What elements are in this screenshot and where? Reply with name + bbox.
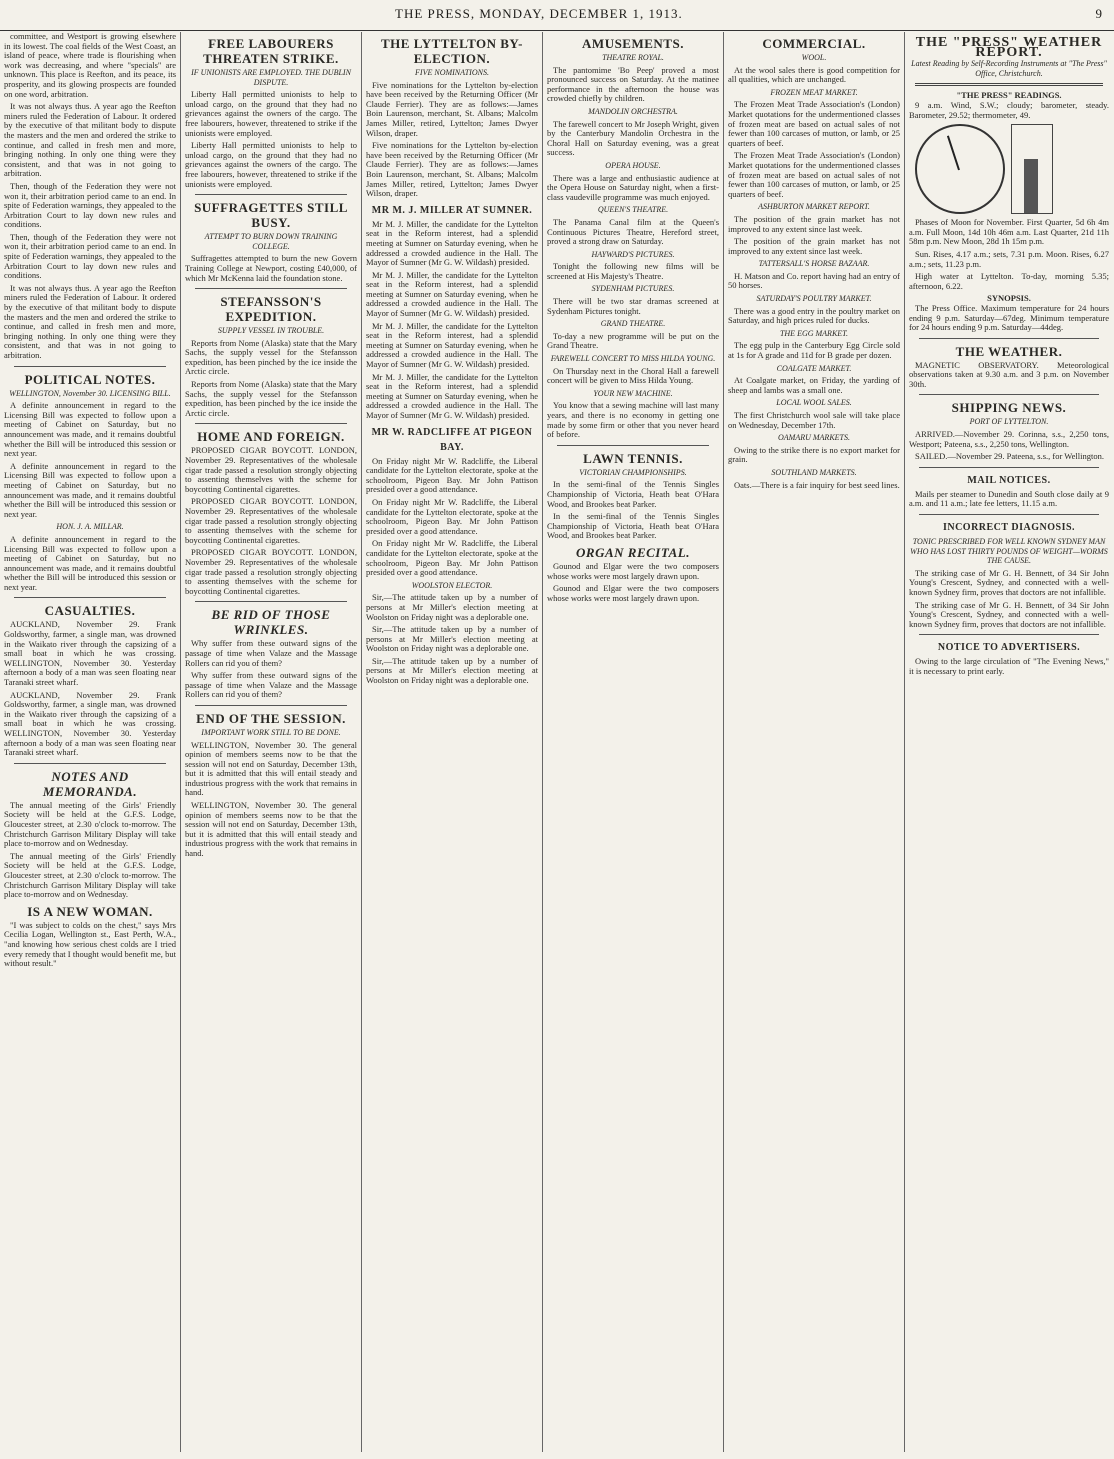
article-text: There will be two star dramas screened at Sydenham Pictures tonight. — [547, 296, 719, 316]
headline: COMMERCIAL. — [762, 36, 866, 51]
article-text: ARRIVED.—November 29. Corinna, s.s., 2,250 tons, Westport; Pateena, s.s., 2,250 tons, Wellington. — [909, 429, 1109, 449]
divider — [919, 514, 1099, 515]
article-text: In the semi-final of the Tennis Singles Championship of Victoria, Heath beat O'Hara Wood, and Brookes beat Parker. — [547, 479, 719, 509]
subheading: TONIC PRESCRIBED FOR WELL KNOWN SYDNEY MAN WHO HAS LOST THIRTY POUNDS OF WEIGHT—WORMS THE CAUSE. — [910, 537, 1108, 566]
headline: IS A NEW WOMAN. — [27, 903, 153, 919]
article-text: On Friday night Mr W. Radcliffe, the Liberal candidate for the Lyttelton electorate, spoke at the schoolroom, Pigeon Bay. Mr John Pattison presided over a good attendance. — [366, 496, 538, 536]
subheading: SUPPLY VESSEL IN TROUBLE. — [217, 326, 325, 336]
divider — [195, 601, 347, 602]
article-text: The pantomime 'Bo Peep' proved a most pronounced success on Saturday. At the matinee performance in the afternoon the house was crowded chiefly by children. — [547, 64, 719, 104]
column-rule — [361, 32, 362, 1452]
column-2 — [185, 32, 357, 1452]
article-text: In the semi-final of the Tennis Singles Championship of Victoria, Heath beat O'Hara Wood, and Brookes beat Parker. — [547, 511, 719, 541]
column-5 — [728, 32, 900, 1452]
article-text: To-day a new programme will be put on the Grand Theatre. — [547, 330, 719, 351]
headline: CASUALTIES. — [44, 603, 136, 619]
divider — [14, 763, 166, 764]
divider — [195, 194, 347, 195]
article-text: The Frozen Meat Trade Association's (London) Market quotations for the undermentioned classes of frozen meat are based on actual sales of not fewer than 100 carcases of mutton, or lamb, or 25 quarters of beef. — [728, 150, 900, 199]
divider — [14, 366, 166, 367]
article-text: Gounod and Elgar were the two composers whose works were most largely drawn upon. — [547, 560, 719, 581]
subheading: ASHBURTON MARKET REPORT. — [758, 202, 870, 212]
article-text: Five nominations for the Lyttelton by-election have been received by the Returning Officer (Mr Claude Ferrier). They are as follows:—James Boin Laurenson, merchant, St. Albans; Malcolm James Miller, retired, Lyttelton; James Dwyer Wilson, draper. — [366, 79, 538, 138]
column-6 — [909, 32, 1109, 1452]
article-text: Sir,—The attitude taken up by a number of persons at Mr Miller's election meeting at Woolston on Friday night was a deplorable one. — [366, 592, 538, 622]
headline: INCORRECT DIAGNOSIS. — [942, 522, 1076, 534]
column-4 — [547, 32, 719, 1452]
article-text: The Press Office. Maximum temperature for 24 hours ending 9 p.m. Saturday—67deg. Minimum temperature for 24 hours ending 9 p.m. Saturday—44deg. — [909, 302, 1109, 333]
subheading: GRAND THEATRE. — [600, 319, 666, 329]
article-text: There was a large and enthusiastic audience at the Opera House on Saturday night, when a first-class vaudeville programme was much enjoyed. — [547, 172, 719, 202]
subheading: Latest Reading by Self-Recording Instruments at "The Press" Office, Christchurch. — [911, 59, 1107, 78]
divider — [195, 423, 347, 424]
article-text: A definite announcement in regard to the Licensing Bill was expected to follow upon a meeting of Cabinet on Saturday, but no announcement was made, and it remains doubtful whether the Bill will be introduced this session or next year. — [4, 460, 176, 519]
article-text: Reports from Nome (Alaska) state that the Mary Sachs, the supply vessel for the Stefansson expedition, has been pinched by the ice inside the Arctic circle. — [185, 379, 357, 418]
article-text: Sun. Rises, 4.17 a.m.; sets, 7.31 p.m. Moon. Rises, 6.27 a.m.; sets, 11.23 p.m. — [909, 248, 1109, 269]
headline: NOTICE TO ADVERTISERS. — [937, 642, 1081, 654]
article-text: It was not always thus. A year ago the Reefton miners ruled the Federation of Labour. It ordered by the executive of that militant body to dispute the masters and the men and ordered the strike to continue, and called in fresh men and more, bringing nothing. In only one thing were they consistent, and that was in not going to arbitration. — [4, 101, 176, 179]
headline: THE LYTTELTON BY-ELECTION. — [381, 36, 523, 66]
headline: FREE LABOURERS THREATEN STRIKE. — [203, 36, 339, 66]
barometer-graphic — [915, 124, 1103, 214]
headline: NOTES AND MEMORANDA. — [42, 768, 138, 799]
article-text: Mails per steamer to Dunedin and South close daily at 9 a.m. and 11 a.m.; late fee letters, 11.15 a.m. — [909, 488, 1109, 509]
headline: SUFFRAGETTES STILL BUSY. — [194, 200, 348, 231]
headline: LAWN TENNIS. — [583, 450, 683, 466]
divider — [919, 467, 1099, 468]
subheading: FIVE NOMINATIONS. — [415, 68, 489, 77]
headline: STEFANSSON'S EXPEDITION. — [220, 294, 322, 325]
article-text: Oats.—There is a fair inquiry for best seed lines. — [734, 479, 900, 490]
divider — [195, 705, 347, 706]
article-text: Then, though of the Federation they were not won it, their arbitration period came to an end. In spite of Federation warnings, they appealed to the Arbitration Court to lay down new rules and conditions. — [4, 180, 176, 230]
article-text: Why suffer from these outward signs of the passage of time when Valaze and the Massage Rollers can rid you of them? — [185, 638, 357, 668]
article-text: There was a good entry in the poultry market on Saturday, and high prices ruled for ducks. — [728, 305, 900, 326]
article-text: The annual meeting of the Girls' Friendly Society will be held at the G.F.S. Lodge, Gloucester street, at 2.30 o'clock to-morrow. The Christchurch Garrison Military Display will take place to-morrow and on Wednesday. — [4, 850, 176, 900]
subheading: SYNOPSIS. — [987, 293, 1031, 304]
article-text: SAILED.—November 29. Pateena, s.s., for Wellington. — [915, 451, 1104, 462]
divider — [195, 288, 347, 289]
subheading: SATURDAY'S POULTRY MARKET. — [756, 294, 872, 304]
article-text: Reports from Nome (Alaska) state that the Mary Sachs, the supply vessel for the Stefansson expedition, has been pinched by the ice inside the Arctic circle. — [185, 337, 357, 377]
article-text: AUCKLAND, November 29. Frank Goldsworthy, farmer, a single man, was drowned in the Waikato river through the capsizing of a small boat in which he was crossing. WELLINGTON, November 30. Yesterday afternoon a body of a man was seen floating near Taranaki street wharf. — [4, 689, 176, 758]
subheading: LOCAL WOOL SALES. — [776, 398, 852, 408]
subheading: THEATRE ROYAL. — [602, 53, 664, 62]
headline: ORGAN RECITAL. — [576, 544, 690, 560]
article-text: The first Christchurch wool sale will take place on Wednesday, December 17th. — [728, 410, 900, 430]
readings-title: "THE PRESS" READINGS. — [956, 90, 1062, 101]
subheading: WELLINGTON, November 30. LICENSING BILL. — [9, 388, 171, 398]
article-text: WELLINGTON, November 30. The general opinion of members seems now to be that the session will not end on Saturday, December 13th, but it is admitted that this will entail steady and industrious progress with the work that remains in hand. — [185, 739, 357, 798]
masthead — [0, 0, 1114, 31]
article-text: At the wool sales there is good competition for all qualities, which are unchanged. — [728, 64, 900, 85]
article-text: On Friday night Mr W. Radcliffe, the Liberal candidate for the Lyttelton electorate, spoke at the schoolroom, Pigeon Bay. Mr John Pattison presided over a good attendance. — [366, 538, 538, 578]
article-text: Suffragettes attempted to burn the new Govern Training College at Newport, costing £40,000, of which Mr McKenna laid the foundation stone. — [185, 253, 357, 283]
subheading: OAMARU MARKETS. — [778, 433, 850, 443]
column-rule — [723, 32, 724, 1452]
article-text: The striking case of Mr G. H. Bennett, of 34 Sir John Young's Crescent, Sydney, and connected with a well-known Sydney firm, proves that doctors are not infallible. — [909, 599, 1109, 629]
article-text: It was not always thus. A year ago the Reefton miners ruled the Federation of Labour. It ordered by the executive of that militant body to dispute the masters and the men and ordered the strike to continue, and called in fresh men and more, bringing nothing. In only one thing were they consistent, and that was in not going to arbitration. — [4, 282, 176, 360]
headline: HOME AND FOREIGN. — [197, 429, 345, 445]
headline: MAIL NOTICES. — [967, 474, 1051, 486]
weather-report-title: THE "PRESS" WEATHER REPORT. — [915, 35, 1103, 60]
article-text: You know that a sewing machine will last many years, and there is no economy in getting one made by some firm or other that you never heard of before. — [547, 400, 719, 440]
article-text: Then, though of the Federation they were not won it, their arbitration period came to an end. In spite of Federation warnings, they appealed to the Arbitration Court to lay down new rules and conditions. — [4, 231, 176, 281]
subheading: FROZEN MEAT MARKET. — [770, 87, 858, 97]
article-text: A definite announcement in regard to the Licensing Bill was expected to follow upon a meeting of Cabinet on Saturday, but no announcement was made, and it remains doubtful whether the Bill will be introduced this session or next year. — [4, 400, 176, 459]
subheading: YOUR NEW MACHINE. — [593, 388, 673, 398]
article-text: Five nominations for the Lyttelton by-election have been received by the Returning Officer (Mr Claude Ferrier). They are as follows:—James Boin Laurenson, merchant, St. Albans; Malcolm James Miller, retired, Lyttelton; James Dwyer Wilson, draper. — [366, 140, 538, 199]
headline: BE RID OF THOSE WRINKLES. — [211, 607, 331, 638]
divider — [557, 445, 709, 446]
divider — [919, 338, 1099, 339]
article-text: On Thursday next in the Choral Hall a farewell concert will be given to Miss Hilda Young. — [547, 365, 719, 386]
subheading: SOUTHLAND MARKETS. — [771, 467, 857, 477]
headline: MR M. J. MILLER AT SUMNER. — [371, 204, 533, 216]
article-text: Mr M. J. Miller, the candidate for the Lyttelton seat in the Reform interest, had a splendid meeting at Sumner on Saturday evening, when he addressed a crowded audience in the Hall. The Mayor of Sumner (Mr G. W. Wildash) presided. — [366, 320, 538, 370]
subheading: WOOL. — [801, 53, 827, 62]
barometer-fill — [1024, 159, 1038, 214]
headline: MR W. RADCLIFFE AT PIGEON BAY. — [371, 426, 533, 453]
headline: SHIPPING NEWS. — [951, 400, 1067, 416]
thermometer-icon — [1011, 124, 1053, 214]
subheading: HAYWARD'S PICTURES. — [591, 249, 675, 259]
headline: AMUSEMENTS. — [582, 36, 684, 51]
article-text: The Panama Canal film at the Queen's Continuous Pictures Theatre, Hereford street, proved a strong draw on Saturday. — [547, 216, 719, 247]
article-text: The farewell concert to Mr Joseph Wright, given by the Canterbury Mandolin Orchestra in the Choral Hall on Saturday evening, was a great success. — [547, 118, 719, 158]
article-text: WELLINGTON, November 30. The general opinion of members seems now to be that the session will not end on Saturday, December 13th, but it is admitted that this will entail steady and industrious progress with the work that remains in hand. — [185, 800, 357, 859]
barometer-dial-icon — [915, 124, 1005, 214]
article-text: Sir,—The attitude taken up by a number of persons at Mr Miller's election meeting at Woolston on Friday night was a deplorable one. — [366, 655, 538, 686]
article-text: PROPOSED CIGAR BOYCOTT. LONDON, November 29. Representatives of the wholesale cigar trade passed a resolution strongly objecting to assenting themselves with the scheme for boycotting Continental cigarettes. — [185, 547, 357, 596]
article-text: Mr M. J. Miller, the candidate for the Lyttelton seat in the Reform interest, had a splendid meeting at Sumner on Saturday evening, when he addressed a crowded audience in the Hall. The Mayor of Sumner (Mr G. W. Wildash) presided. — [366, 218, 538, 268]
column-rule — [904, 32, 905, 1452]
subheading: HON. J. A. MILLAR. — [56, 522, 124, 532]
subheading: MANDOLIN ORCHESTRA. — [588, 106, 678, 116]
article-text: Mr M. J. Miller, the candidate for the Lyttelton seat in the Reform interest, had a splendid meeting at Sumner on Saturday evening, when he addressed a crowded audience in the Hall. The Mayor of Sumner (Mr G. W. Wildash) presided. — [366, 269, 538, 319]
headline: THE WEATHER. — [955, 343, 1063, 359]
article-text: PROPOSED CIGAR BOYCOTT. LONDON, November 29. Representatives of the wholesale cigar trade passed a resolution strongly objecting to assenting themselves with the scheme for boycotting Continental cigarettes. — [185, 496, 357, 545]
article-text: Liberty Hall permitted unionists to help to unload cargo, on the ground that they had no grievances against the owners of the cargo. The free labourers, however, threatened to strike if the unionists were employed. — [185, 89, 357, 138]
column-rule — [542, 32, 543, 1452]
subheading: OPERA HOUSE. — [605, 160, 661, 170]
subheading: WOOLSTON ELECTOR. — [411, 580, 493, 590]
article-text: AUCKLAND, November 29. Frank Goldsworthy, farmer, a single man, was drowned in the Waikato river through the capsizing of a small boat in which he was crossing. WELLINGTON, November 30. Yesterday afternoon a body of a man was seen floating near Taranaki street wharf. — [4, 619, 176, 688]
divider — [919, 634, 1099, 635]
column-1 — [4, 32, 176, 1452]
article-text: Mr M. J. Miller, the candidate for the Lyttelton seat in the Reform interest, had a splendid meeting at Sumner on Saturday evening, when he addressed a crowded audience in the Hall. The Mayor of Sumner (Mr G. W. Wildash) presided. — [366, 371, 538, 420]
subheading: SYDENHAM PICTURES. — [591, 284, 675, 294]
subheading: FAREWELL CONCERT TO MISS HILDA YOUNG. — [550, 354, 716, 364]
divider — [919, 394, 1099, 395]
article-text: Sir,—The attitude taken up by a number of persons at Mr Miller's election meeting at Woolston on Friday night was a deplorable one. — [366, 624, 538, 654]
article-text: MAGNETIC OBSERVATORY. Meteorological observations taken at 9.30 a.m. and 3 p.m. on November 30th. — [909, 359, 1109, 389]
subheading: THE EGG MARKET. — [779, 328, 849, 338]
article-text: The annual meeting of the Girls' Friendly Society will be held at the G.F.S. Lodge, Gloucester street, at 2.30 o'clock to-morrow. The Christchurch Garrison Military Display will take place to-morrow and on Wednesday. — [4, 799, 176, 849]
divider — [14, 597, 166, 598]
article-text: Gounod and Elgar were the two composers whose works were most largely drawn upon. — [547, 583, 719, 603]
subheading: QUEEN'S THEATRE. — [597, 205, 669, 215]
headline: END OF THE SESSION. — [196, 710, 346, 726]
divider — [915, 83, 1103, 86]
subheading: TATTERSALL'S HORSE BAZAAR. — [758, 259, 870, 269]
subheading: IF UNIONISTS ARE EMPLOYED. THE DUBLIN DISPUTE. — [191, 68, 351, 87]
article-text: Why suffer from these outward signs of the passage of time when Valaze and the Massage Rollers can rid you of them? — [185, 670, 357, 700]
article-text: "I was subject to colds on the chest," says Mrs Cecilia Logan, Wellington st., East Perth, W.A., "and knowing how serious chest colds are I tried every remedy that I thought would benefit me, but without result." — [4, 919, 176, 969]
article-text: committee, and Westport is growing elsewhere in its lowest. The coal fields of the West Coast, an island of peace, where trade is flourishing when work was decreasing, and where "specials" are unknown. This place is Reefton, and its peace, its prosperity, and its glowing prospects are founded on one word, arbitration. — [4, 32, 176, 99]
article-text: Liberty Hall permitted unionists to help to unload cargo, on the ground that they had no grievances against the owners of the cargo. The free labourers, however, threatened to strike if the unionists were employed. — [185, 140, 357, 189]
article-text: A definite announcement in regard to the Licensing Bill was expected to follow upon a meeting of Cabinet on Saturday, but no announcement was made, and it remains doubtful whether the Bill will be introduced this session or next year. — [4, 533, 176, 592]
article-text: On Friday night Mr W. Radcliffe, the Liberal candidate for the Lyttelton electorate, spoke at the schoolroom, Pigeon Bay. Mr John Pattison presided over a good attendance. — [366, 455, 538, 495]
newspaper-columns — [4, 32, 1110, 1452]
column-rule — [180, 32, 181, 1452]
subheading: COALGATE MARKET. — [776, 363, 852, 373]
article-text: Owing to the large circulation of "The Evening News," it is necessary to print early. — [909, 656, 1109, 676]
subheading: IMPORTANT WORK STILL TO BE DONE. — [201, 727, 341, 737]
article-text: High water at Lyttelton. To-day, morning 5.35; afternoon, 6.22. — [909, 271, 1109, 291]
headline: POLITICAL NOTES. — [24, 371, 156, 387]
article-text: Phases of Moon for November. First Quarter, 5d 6h 4m a.m. Full Moon, 14d 10h 46m a.m. Last Quarter, 21d 11h 58m p.m. New Moon, 28d 1h 15m p.m. — [909, 217, 1109, 247]
article-text: The egg pulp in the Canterbury Egg Circle sold at 1s for A grade and 11d for B grade per dozen. — [728, 340, 900, 361]
article-text: The position of the grain market has not improved to any extent since last week. — [728, 213, 900, 234]
article-text: The position of the grain market has not improved to any extent since last week. — [728, 236, 900, 256]
subheading: ATTEMPT TO BURN DOWN TRAINING COLLEGE. — [204, 232, 338, 251]
article-text: Tonight the following new films will be screened at His Majesty's Theatre. — [547, 261, 719, 281]
column-3 — [366, 32, 538, 1452]
article-text: The striking case of Mr G. H. Bennett, of 34 Sir John Young's Crescent, Sydney, and connected with a well-known Sydney firm, proves that doctors are not infallible. — [909, 567, 1109, 597]
article-text: 9 a.m. Wind, S.W.; cloudy; barometer, steady. Barometer, 29.52; thermometer, 49. — [909, 99, 1109, 120]
article-text: Owing to the strike there is no export market for grain. — [728, 444, 900, 465]
subheading: PORT OF LYTTELTON. — [969, 417, 1049, 427]
article-text: At Coalgate market, on Friday, the yarding of sheep and lambs was a small one. — [728, 375, 900, 395]
article-text: PROPOSED CIGAR BOYCOTT. LONDON, November 29. Representatives of the wholesale cigar trade passed a resolution strongly objecting to assenting themselves with the scheme for boycotting Continental cigarettes. — [185, 445, 357, 494]
masthead-title: THE PRESS, MONDAY, DECEMBER 1, 1913. — [395, 6, 683, 21]
subheading: VICTORIAN CHAMPIONSHIPS. — [579, 467, 687, 477]
article-text: The Frozen Meat Trade Association's (London) Market quotations for the undermentioned classes of frozen meat are based on actual sales of not fewer than 100 carcases of mutton, or lamb, or 25 quarters of beef. — [728, 99, 900, 148]
page-number: 9 — [1095, 6, 1102, 21]
article-text: H. Matson and Co. report having had an entry of 50 horses. — [728, 270, 900, 291]
